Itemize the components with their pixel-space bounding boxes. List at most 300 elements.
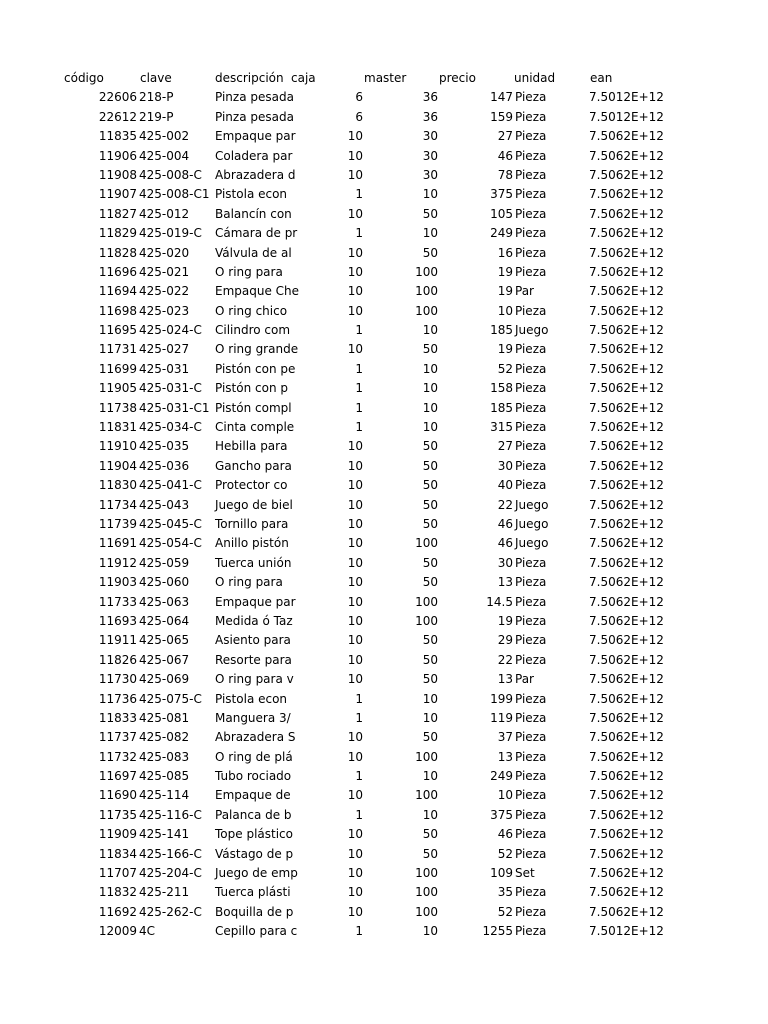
cell-clave: 219-P xyxy=(139,109,174,124)
table-row xyxy=(0,515,768,534)
cell-ean: 7.5062E+12 xyxy=(589,284,664,299)
cell-unidad: Pieza xyxy=(515,807,547,822)
cell-codigo: 11828 xyxy=(98,245,137,260)
cell-clave: 425-116-C xyxy=(139,807,202,822)
cell-precio: 109 xyxy=(490,866,513,881)
cell-caja: 10 xyxy=(347,555,363,570)
cell-codigo: 11736 xyxy=(98,691,137,706)
table-row xyxy=(0,728,768,747)
cell-descripcion: Hebilla para xyxy=(215,439,288,454)
cell-clave: 425-034-C xyxy=(139,420,202,435)
cell-unidad: Pieza xyxy=(515,206,547,221)
table-row xyxy=(0,224,768,243)
cell-descripcion: Pistón compl xyxy=(215,400,292,415)
cell-descripcion: Juego de biel xyxy=(215,497,293,512)
cell-precio: 16 xyxy=(497,245,513,260)
cell-clave: 425-020 xyxy=(139,245,190,260)
cell-master: 50 xyxy=(422,497,438,512)
cell-codigo: 11904 xyxy=(98,458,137,473)
cell-clave: 425-023 xyxy=(139,303,190,318)
cell-descripcion: Tuerca plásti xyxy=(215,885,291,900)
cell-clave: 425-262-C xyxy=(139,904,202,919)
cell-caja: 10 xyxy=(347,536,363,551)
cell-caja: 10 xyxy=(347,672,363,687)
cell-precio: 185 xyxy=(490,400,513,415)
cell-descripcion: Palanca de b xyxy=(215,807,292,822)
cell-caja: 10 xyxy=(347,342,363,357)
cell-codigo: 11699 xyxy=(98,361,137,376)
cell-precio: 46 xyxy=(497,536,513,551)
cell-caja: 10 xyxy=(347,594,363,609)
cell-precio: 52 xyxy=(497,904,513,919)
cell-caja: 10 xyxy=(347,129,363,144)
table-row xyxy=(0,767,768,786)
cell-ean: 7.5062E+12 xyxy=(589,264,664,279)
cell-descripcion: Tubo rociado xyxy=(215,769,292,784)
cell-master: 100 xyxy=(415,866,438,881)
cell-ean: 7.5062E+12 xyxy=(589,866,664,881)
cell-caja: 10 xyxy=(347,633,363,648)
cell-clave: 425-008-C1 xyxy=(139,187,210,202)
cell-descripcion: Cilindro com xyxy=(215,323,291,338)
cell-ean: 7.5062E+12 xyxy=(589,129,664,144)
cell-descripcion: Pistola econ xyxy=(215,187,288,202)
cell-caja: 10 xyxy=(347,458,363,473)
cell-precio: 315 xyxy=(490,420,513,435)
cell-codigo: 11732 xyxy=(98,749,137,764)
cell-ean: 7.5062E+12 xyxy=(589,458,664,473)
cell-unidad: Pieza xyxy=(515,827,547,842)
cell-descripcion: Válvula de al xyxy=(215,245,292,260)
cell-unidad: Pieza xyxy=(515,109,547,124)
cell-ean: 7.5062E+12 xyxy=(589,633,664,648)
cell-master: 50 xyxy=(422,575,438,590)
cell-precio: 40 xyxy=(497,478,513,493)
table-row xyxy=(0,418,768,437)
cell-precio: 52 xyxy=(497,846,513,861)
cell-ean: 7.5062E+12 xyxy=(589,226,664,241)
column-header-codigo: código xyxy=(64,71,104,85)
cell-unidad: Pieza xyxy=(515,439,547,454)
cell-clave: 425-141 xyxy=(139,827,190,842)
column-header-caja: caja xyxy=(291,71,316,85)
cell-master: 50 xyxy=(422,478,438,493)
table-row xyxy=(0,825,768,844)
cell-codigo: 12009 xyxy=(98,924,137,939)
spreadsheet-table xyxy=(0,69,768,942)
table-row xyxy=(0,185,768,204)
cell-descripcion: Empaque de xyxy=(215,788,291,803)
cell-codigo: 11908 xyxy=(98,167,137,182)
cell-descripcion: Empaque Che xyxy=(215,284,300,299)
cell-descripcion: Medida ó Taz xyxy=(215,613,293,628)
table-row xyxy=(0,496,768,515)
table-row xyxy=(0,631,768,650)
cell-ean: 7.5062E+12 xyxy=(589,245,664,260)
cell-codigo: 11830 xyxy=(98,478,137,493)
cell-ean: 7.5062E+12 xyxy=(589,303,664,318)
cell-unidad: Pieza xyxy=(515,555,547,570)
cell-clave: 425-036 xyxy=(139,458,190,473)
cell-precio: 14.5 xyxy=(486,594,513,609)
cell-caja: 10 xyxy=(347,264,363,279)
column-header-precio: precio xyxy=(439,71,476,85)
cell-unidad: Pieza xyxy=(515,613,547,628)
cell-clave: 425-067 xyxy=(139,652,190,667)
cell-ean: 7.5062E+12 xyxy=(589,206,664,221)
cell-unidad: Pieza xyxy=(515,167,547,182)
table-row xyxy=(0,476,768,495)
cell-codigo: 11910 xyxy=(98,439,137,454)
cell-precio: 27 xyxy=(497,129,513,144)
cell-caja: 10 xyxy=(347,478,363,493)
cell-master: 100 xyxy=(415,536,438,551)
cell-codigo: 11695 xyxy=(98,323,137,338)
cell-master: 50 xyxy=(422,555,438,570)
cell-descripcion: O ring para xyxy=(215,264,283,279)
cell-descripcion: Pistola econ xyxy=(215,691,288,706)
cell-clave: 425-019-C xyxy=(139,226,202,241)
table-row xyxy=(0,670,768,689)
cell-caja: 10 xyxy=(347,730,363,745)
table-row xyxy=(0,883,768,902)
cell-codigo: 11696 xyxy=(98,264,137,279)
cell-unidad: Pieza xyxy=(515,652,547,667)
cell-codigo: 11907 xyxy=(98,187,137,202)
cell-clave: 425-081 xyxy=(139,710,190,725)
cell-precio: 30 xyxy=(497,555,513,570)
cell-clave: 425-059 xyxy=(139,555,190,570)
cell-precio: 249 xyxy=(490,769,513,784)
cell-master: 30 xyxy=(422,167,438,182)
cell-caja: 1 xyxy=(355,400,363,415)
cell-descripcion: Balancín con xyxy=(215,206,292,221)
cell-codigo: 11697 xyxy=(98,769,137,784)
cell-unidad: Par xyxy=(515,672,534,687)
cell-precio: 10 xyxy=(497,788,513,803)
cell-descripcion: Boquilla de p xyxy=(215,904,294,919)
cell-unidad: Pieza xyxy=(515,904,547,919)
table-row xyxy=(0,379,768,398)
cell-codigo: 11831 xyxy=(98,420,137,435)
cell-master: 100 xyxy=(415,885,438,900)
cell-precio: 19 xyxy=(497,284,513,299)
cell-unidad: Pieza xyxy=(515,924,547,939)
cell-clave: 425-041-C xyxy=(139,478,202,493)
cell-clave: 425-021 xyxy=(139,264,190,279)
cell-codigo: 11905 xyxy=(98,381,137,396)
cell-caja: 10 xyxy=(347,827,363,842)
table-row xyxy=(0,651,768,670)
cell-descripcion: Pistón con pe xyxy=(215,361,296,376)
cell-codigo: 11737 xyxy=(98,730,137,745)
cell-unidad: Pieza xyxy=(515,361,547,376)
table-row xyxy=(0,806,768,825)
cell-master: 10 xyxy=(422,807,438,822)
cell-unidad: Pieza xyxy=(515,129,547,144)
cell-precio: 30 xyxy=(497,458,513,473)
cell-ean: 7.5062E+12 xyxy=(589,672,664,687)
cell-precio: 159 xyxy=(490,109,513,124)
cell-caja: 10 xyxy=(347,284,363,299)
cell-master: 36 xyxy=(422,109,438,124)
cell-ean: 7.5062E+12 xyxy=(589,594,664,609)
table-row xyxy=(0,922,768,941)
cell-codigo: 11694 xyxy=(98,284,137,299)
cell-master: 100 xyxy=(415,904,438,919)
cell-caja: 6 xyxy=(355,109,363,124)
cell-ean: 7.5062E+12 xyxy=(589,575,664,590)
table-row xyxy=(0,748,768,767)
table-row xyxy=(0,437,768,456)
table-row xyxy=(0,340,768,359)
cell-codigo: 11738 xyxy=(98,400,137,415)
cell-master: 50 xyxy=(422,633,438,648)
cell-ean: 7.5062E+12 xyxy=(589,478,664,493)
cell-caja: 1 xyxy=(355,691,363,706)
cell-codigo: 11909 xyxy=(98,827,137,842)
cell-clave: 425-031-C1 xyxy=(139,400,210,415)
cell-caja: 10 xyxy=(347,148,363,163)
cell-ean: 7.5062E+12 xyxy=(589,769,664,784)
cell-descripcion: Vástago de p xyxy=(215,846,294,861)
cell-ean: 7.5062E+12 xyxy=(589,885,664,900)
cell-ean: 7.5062E+12 xyxy=(589,846,664,861)
cell-master: 50 xyxy=(422,206,438,221)
cell-master: 100 xyxy=(415,303,438,318)
cell-ean: 7.5062E+12 xyxy=(589,710,664,725)
cell-precio: 37 xyxy=(497,730,513,745)
cell-caja: 1 xyxy=(355,769,363,784)
cell-unidad: Pieza xyxy=(515,633,547,648)
cell-master: 10 xyxy=(422,226,438,241)
cell-codigo: 11731 xyxy=(98,342,137,357)
cell-descripcion: Empaque par xyxy=(215,129,296,144)
cell-unidad: Pieza xyxy=(515,730,547,745)
cell-precio: 249 xyxy=(490,226,513,241)
cell-clave: 425-045-C xyxy=(139,516,202,531)
cell-codigo: 11692 xyxy=(98,904,137,919)
table-row xyxy=(0,399,768,418)
cell-caja: 10 xyxy=(347,749,363,764)
cell-unidad: Pieza xyxy=(515,769,547,784)
cell-master: 10 xyxy=(422,924,438,939)
cell-master: 50 xyxy=(422,458,438,473)
cell-ean: 7.5062E+12 xyxy=(589,555,664,570)
cell-master: 100 xyxy=(415,264,438,279)
cell-master: 50 xyxy=(422,516,438,531)
table-row xyxy=(0,282,768,301)
cell-unidad: Juego xyxy=(515,497,549,512)
cell-descripcion: Cámara de pr xyxy=(215,226,298,241)
cell-unidad: Pieza xyxy=(515,885,547,900)
cell-master: 50 xyxy=(422,672,438,687)
cell-unidad: Pieza xyxy=(515,749,547,764)
cell-clave: 425-024-C xyxy=(139,323,202,338)
cell-precio: 185 xyxy=(490,323,513,338)
cell-precio: 10 xyxy=(497,303,513,318)
cell-caja: 1 xyxy=(355,924,363,939)
cell-unidad: Pieza xyxy=(515,420,547,435)
cell-master: 50 xyxy=(422,827,438,842)
cell-descripcion: Pistón con p xyxy=(215,381,289,396)
cell-master: 100 xyxy=(415,594,438,609)
cell-master: 10 xyxy=(422,710,438,725)
cell-precio: 19 xyxy=(497,342,513,357)
cell-clave: 425-060 xyxy=(139,575,190,590)
cell-unidad: Pieza xyxy=(515,245,547,260)
cell-descripcion: Pinza pesada xyxy=(215,109,294,124)
cell-caja: 10 xyxy=(347,439,363,454)
cell-ean: 7.5012E+12 xyxy=(589,109,664,124)
cell-codigo: 11833 xyxy=(98,710,137,725)
cell-precio: 199 xyxy=(490,691,513,706)
cell-clave: 425-166-C xyxy=(139,846,202,861)
cell-descripcion: Coladera par xyxy=(215,148,293,163)
cell-precio: 19 xyxy=(497,613,513,628)
cell-codigo: 11730 xyxy=(98,672,137,687)
cell-master: 100 xyxy=(415,788,438,803)
cell-unidad: Pieza xyxy=(515,575,547,590)
cell-precio: 22 xyxy=(497,652,513,667)
cell-master: 50 xyxy=(422,846,438,861)
cell-clave: 425-022 xyxy=(139,284,190,299)
table-row xyxy=(0,593,768,612)
cell-ean: 7.5012E+12 xyxy=(589,924,664,939)
cell-clave: 425-065 xyxy=(139,633,190,648)
cell-codigo: 22612 xyxy=(98,109,137,124)
cell-clave: 425-054-C xyxy=(139,536,202,551)
cell-precio: 105 xyxy=(490,206,513,221)
cell-caja: 1 xyxy=(355,420,363,435)
cell-ean: 7.5062E+12 xyxy=(589,342,664,357)
cell-precio: 1255 xyxy=(482,924,513,939)
cell-unidad: Juego xyxy=(515,516,549,531)
cell-clave: 425-114 xyxy=(139,788,190,803)
table-row xyxy=(0,457,768,476)
cell-ean: 7.5062E+12 xyxy=(589,904,664,919)
cell-caja: 10 xyxy=(347,245,363,260)
table-row xyxy=(0,864,768,883)
cell-codigo: 11903 xyxy=(98,575,137,590)
table-row xyxy=(0,302,768,321)
cell-unidad: Pieza xyxy=(515,90,547,105)
cell-ean: 7.5062E+12 xyxy=(589,536,664,551)
cell-ean: 7.5062E+12 xyxy=(589,361,664,376)
cell-master: 10 xyxy=(422,187,438,202)
cell-unidad: Set xyxy=(515,866,535,881)
cell-caja: 10 xyxy=(347,613,363,628)
cell-descripcion: Asiento para xyxy=(215,633,291,648)
cell-precio: 13 xyxy=(497,672,513,687)
cell-clave: 425-031 xyxy=(139,361,190,376)
cell-precio: 46 xyxy=(497,516,513,531)
cell-precio: 35 xyxy=(497,885,513,900)
table-row xyxy=(0,88,768,107)
column-header-descripcion: descripción xyxy=(215,71,284,85)
cell-unidad: Pieza xyxy=(515,381,547,396)
column-header-master: master xyxy=(364,71,407,85)
cell-clave: 425-027 xyxy=(139,342,190,357)
cell-unidad: Pieza xyxy=(515,710,547,725)
cell-codigo: 22606 xyxy=(98,90,137,105)
cell-descripcion: Tuerca unión xyxy=(215,555,292,570)
cell-clave: 218-P xyxy=(139,90,174,105)
cell-master: 100 xyxy=(415,284,438,299)
table-row xyxy=(0,845,768,864)
cell-ean: 7.5062E+12 xyxy=(589,323,664,338)
cell-ean: 7.5062E+12 xyxy=(589,516,664,531)
cell-master: 10 xyxy=(422,691,438,706)
cell-precio: 78 xyxy=(497,167,513,182)
table-row xyxy=(0,147,768,166)
cell-descripcion: Abrazadera d xyxy=(215,167,296,182)
cell-descripcion: Tornillo para xyxy=(215,516,289,531)
cell-codigo: 11693 xyxy=(98,613,137,628)
cell-clave: 425-075-C xyxy=(139,691,202,706)
cell-precio: 375 xyxy=(490,187,513,202)
table-body xyxy=(0,88,768,941)
cell-master: 10 xyxy=(422,420,438,435)
cell-ean: 7.5012E+12 xyxy=(589,90,664,105)
cell-codigo: 11735 xyxy=(98,807,137,822)
cell-master: 10 xyxy=(422,769,438,784)
cell-descripcion: Empaque par xyxy=(215,594,296,609)
cell-unidad: Pieza xyxy=(515,788,547,803)
cell-ean: 7.5062E+12 xyxy=(589,827,664,842)
column-header-unidad: unidad xyxy=(514,71,556,85)
cell-codigo: 11829 xyxy=(98,226,137,241)
cell-caja: 10 xyxy=(347,497,363,512)
cell-ean: 7.5062E+12 xyxy=(589,691,664,706)
cell-descripcion: Pinza pesada xyxy=(215,90,294,105)
cell-master: 100 xyxy=(415,749,438,764)
cell-master: 10 xyxy=(422,381,438,396)
cell-caja: 10 xyxy=(347,788,363,803)
cell-clave: 4C xyxy=(139,924,156,939)
table-row xyxy=(0,244,768,263)
cell-caja: 1 xyxy=(355,381,363,396)
cell-ean: 7.5062E+12 xyxy=(589,497,664,512)
cell-precio: 46 xyxy=(497,827,513,842)
cell-caja: 1 xyxy=(355,323,363,338)
cell-codigo: 11691 xyxy=(98,536,137,551)
table-row xyxy=(0,321,768,340)
cell-clave: 425-085 xyxy=(139,769,190,784)
cell-codigo: 11835 xyxy=(98,129,137,144)
cell-caja: 6 xyxy=(355,90,363,105)
cell-unidad: Pieza xyxy=(515,148,547,163)
cell-descripcion: Abrazadera S xyxy=(215,730,296,745)
table-row xyxy=(0,690,768,709)
cell-ean: 7.5062E+12 xyxy=(589,613,664,628)
table-row xyxy=(0,166,768,185)
cell-clave: 425-004 xyxy=(139,148,190,163)
cell-descripcion: Juego de emp xyxy=(215,866,298,881)
cell-unidad: Pieza xyxy=(515,691,547,706)
cell-clave: 425-035 xyxy=(139,439,190,454)
cell-codigo: 11911 xyxy=(98,633,137,648)
cell-caja: 10 xyxy=(347,904,363,919)
cell-ean: 7.5062E+12 xyxy=(589,400,664,415)
cell-ean: 7.5062E+12 xyxy=(589,807,664,822)
cell-caja: 10 xyxy=(347,846,363,861)
cell-precio: 13 xyxy=(497,749,513,764)
cell-descripcion: Anillo pistón xyxy=(215,536,289,551)
cell-clave: 425-031-C xyxy=(139,381,202,396)
cell-master: 30 xyxy=(422,148,438,163)
table-row xyxy=(0,554,768,573)
